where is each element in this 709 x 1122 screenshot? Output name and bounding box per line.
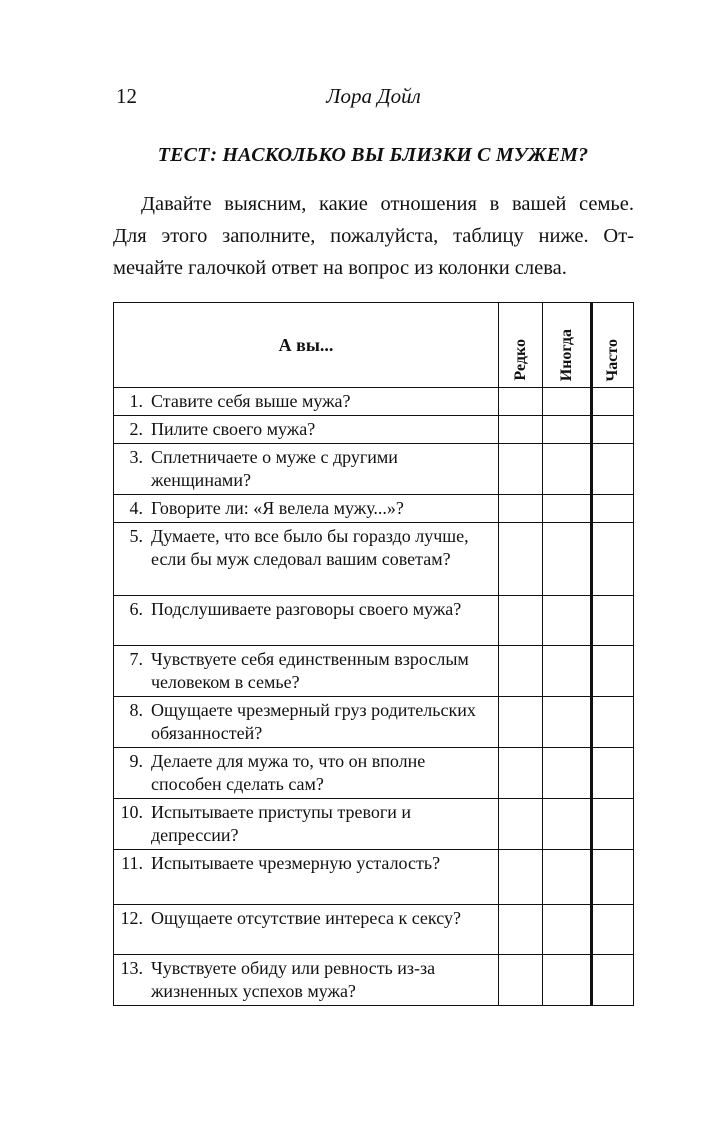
answer-cell-rarely[interactable] — [499, 444, 543, 495]
answer-cell-rarely[interactable] — [499, 646, 543, 697]
question-text: Испытываете приступы тревоги и депрессии? — [151, 802, 411, 845]
answer-cell-rarely[interactable] — [499, 748, 543, 799]
question-number: 7. — [129, 649, 143, 669]
question-wrap — [120, 907, 492, 930]
answer-cell-often[interactable] — [592, 850, 634, 905]
table-row — [114, 697, 634, 748]
answer-cell-sometimes[interactable] — [543, 748, 592, 799]
answer-cell-sometimes[interactable] — [543, 416, 592, 444]
question-number: 11. — [121, 853, 143, 873]
page-number: 12 — [116, 84, 137, 108]
answer-cell-rarely[interactable] — [499, 799, 543, 850]
table-row — [114, 596, 634, 646]
question-cell — [114, 646, 499, 697]
answer-cell-sometimes[interactable] — [543, 905, 592, 955]
test-title: ТЕСТ: НАСКОЛЬКО ВЫ БЛИЗКИ С МУЖЕМ? — [157, 144, 589, 166]
question-wrap — [120, 648, 492, 694]
question-wrap — [120, 525, 492, 571]
intro-line: Давайте выясним, какие отношения в вашей семье. — [141, 193, 634, 215]
question-number: 12. — [120, 908, 143, 928]
answer-cell-often[interactable] — [592, 905, 634, 955]
question-text: Сплетничаете о муже с другими женщинами? — [151, 447, 398, 490]
question-text: Чувствуете обиду или ревность из-за жизненных успехов мужа? — [151, 958, 436, 1001]
question-wrap — [120, 957, 492, 1003]
answer-cell-often[interactable] — [592, 495, 634, 523]
answer-cell-often[interactable] — [592, 388, 634, 416]
column-label: Иногда — [557, 328, 575, 381]
answer-cell-often[interactable] — [592, 955, 634, 1006]
question-wrap — [120, 852, 492, 875]
column-header-sometimes — [543, 303, 592, 388]
question-cell — [114, 850, 499, 905]
answer-cell-sometimes[interactable] — [543, 955, 592, 1006]
question-wrap — [120, 750, 492, 796]
question-cell — [114, 495, 499, 523]
answer-cell-sometimes[interactable] — [543, 850, 592, 905]
table-row — [114, 388, 634, 416]
question-number: 6. — [129, 599, 143, 619]
answer-cell-often[interactable] — [592, 416, 634, 444]
answer-cell-rarely[interactable] — [499, 697, 543, 748]
answer-cell-rarely[interactable] — [499, 388, 543, 416]
question-text: Думаете, что все было бы гораздо лучше, если бы муж следовал вашим советам? — [151, 526, 469, 569]
question-text: Говорите ли: «Я велела мужу...»? — [151, 498, 404, 518]
table-row — [114, 444, 634, 495]
answer-cell-sometimes[interactable] — [543, 495, 592, 523]
running-head-author: Лора Дойл — [326, 84, 421, 108]
question-wrap — [120, 497, 492, 520]
answer-cell-sometimes[interactable] — [543, 523, 592, 596]
question-wrap — [120, 390, 492, 413]
table-row — [114, 495, 634, 523]
table-row — [114, 646, 634, 697]
answer-cell-rarely[interactable] — [499, 596, 543, 646]
question-text: Испытываете чрезмерную усталость? — [151, 853, 441, 873]
table-row — [114, 523, 634, 596]
question-text: Ставите себя выше мужа? — [151, 391, 351, 411]
answer-cell-rarely[interactable] — [499, 850, 543, 905]
table-row — [114, 748, 634, 799]
column-header-rarely — [499, 303, 543, 388]
question-cell — [114, 748, 499, 799]
question-number: 1. — [129, 391, 143, 411]
answer-cell-sometimes[interactable] — [543, 646, 592, 697]
answer-cell-sometimes[interactable] — [543, 388, 592, 416]
question-cell — [114, 444, 499, 495]
answer-cell-often[interactable] — [592, 444, 634, 495]
table-row — [114, 905, 634, 955]
question-cell — [114, 697, 499, 748]
answer-cell-sometimes[interactable] — [543, 799, 592, 850]
answer-cell-often[interactable] — [592, 748, 634, 799]
table-row — [114, 799, 634, 850]
answer-cell-rarely[interactable] — [499, 495, 543, 523]
question-text: Пилите своего мужа? — [151, 419, 316, 439]
question-text: Делаете для мужа то, что он вполне способен сделать сам? — [151, 751, 426, 794]
column-label: Часто — [604, 338, 621, 381]
question-number: 2. — [129, 419, 143, 439]
answer-cell-often[interactable] — [592, 523, 634, 596]
answer-cell-sometimes[interactable] — [543, 697, 592, 748]
intro-line: Для этого заполните, пожалуйста, таблицу ниже. От- — [113, 225, 634, 247]
question-text: Ощущаете чрезмерный груз родительских обязанностей? — [151, 700, 476, 743]
answer-cell-often[interactable] — [592, 596, 634, 646]
answer-cell-rarely[interactable] — [499, 905, 543, 955]
question-cell — [114, 388, 499, 416]
column-header-often — [592, 303, 634, 388]
question-wrap — [120, 699, 492, 745]
question-cell — [114, 905, 499, 955]
question-cell — [114, 523, 499, 596]
answer-cell-rarely[interactable] — [499, 955, 543, 1006]
question-cell — [114, 955, 499, 1006]
answer-cell-often[interactable] — [592, 799, 634, 850]
intro-line: мечайте галочкой ответ на вопрос из колонки слева. — [113, 257, 567, 279]
question-cell — [114, 416, 499, 444]
answer-cell-sometimes[interactable] — [543, 444, 592, 495]
question-text: Чувствуете себя единственным взрослым человеком в семье? — [151, 649, 469, 692]
table-row — [114, 416, 634, 444]
answer-cell-often[interactable] — [592, 697, 634, 748]
question-wrap — [120, 801, 492, 847]
question-text: Подслушиваете разговоры своего мужа? — [151, 599, 462, 619]
answer-cell-sometimes[interactable] — [543, 596, 592, 646]
answer-cell-rarely[interactable] — [499, 416, 543, 444]
question-number: 10. — [120, 802, 143, 822]
question-cell — [114, 596, 499, 646]
question-column-header: А вы... — [114, 303, 499, 388]
question-wrap — [120, 418, 492, 441]
answer-cell-often[interactable] — [592, 646, 634, 697]
question-cell — [114, 799, 499, 850]
question-number: 13. — [120, 958, 143, 978]
question-number: 8. — [129, 700, 143, 720]
question-text: Ощущаете отсутствие интереса к сексу? — [151, 908, 461, 928]
question-number: 4. — [129, 498, 143, 518]
answer-cell-rarely[interactable] — [499, 523, 543, 596]
question-wrap — [120, 446, 492, 492]
column-label: Редко — [511, 339, 529, 381]
table-row — [114, 955, 634, 1006]
question-number: 9. — [129, 751, 143, 771]
intro-paragraph — [113, 188, 634, 284]
table-row — [114, 850, 634, 905]
question-wrap — [120, 598, 492, 621]
quiz-table — [113, 302, 634, 1006]
question-number: 3. — [129, 447, 143, 467]
question-number: 5. — [129, 526, 143, 546]
table-header-row — [114, 303, 634, 388]
